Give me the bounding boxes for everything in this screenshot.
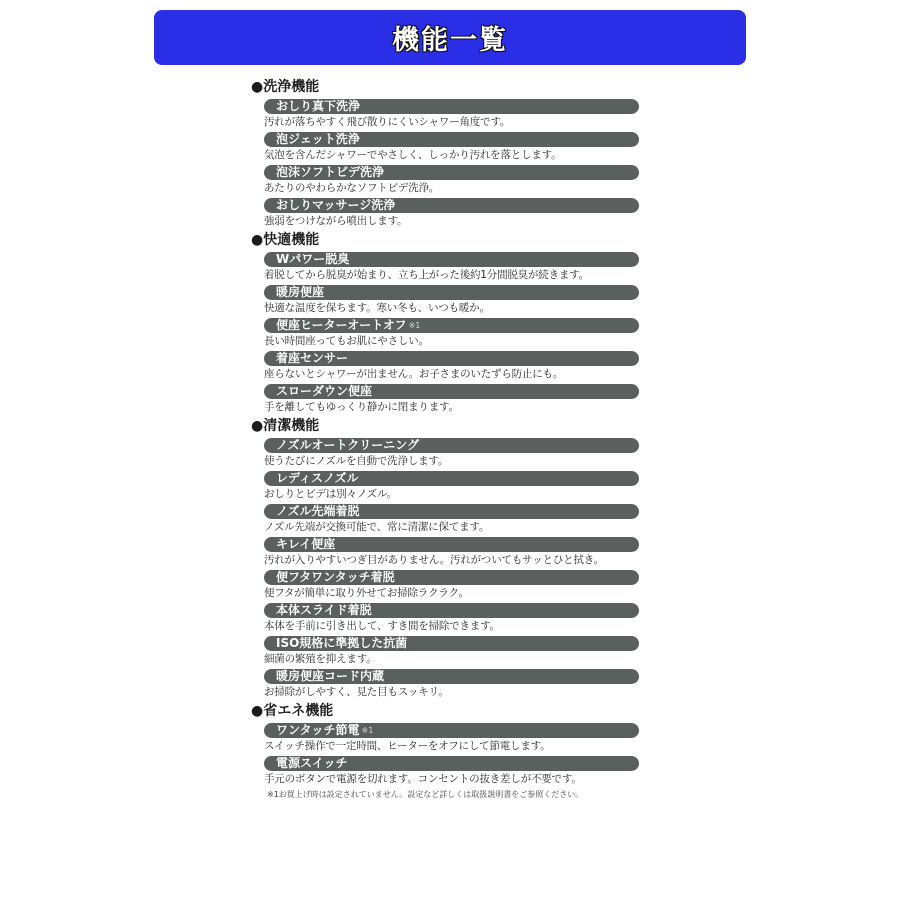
feature-name-bar — [264, 165, 639, 180]
feature-name-bar — [264, 252, 639, 267]
feature-name: キレイ便座 — [276, 537, 336, 551]
feature-item — [264, 756, 651, 787]
feature-description: 汚れが入りやすいつぎ目がありません。汚れがついてもサッとひと拭き。 — [264, 554, 604, 566]
feature-description: スイッチ操作で一定時間、ヒーターをオフにして節電します。 — [264, 740, 551, 752]
section-hygiene — [251, 417, 651, 700]
feature-description: お掃除がしやすく、見た目もスッキリ。 — [264, 686, 449, 698]
feature-name-bar — [264, 198, 639, 213]
feature-name: レディスノズル — [276, 471, 359, 485]
feature-item — [264, 132, 651, 163]
feature-name-bar — [264, 636, 639, 651]
feature-item — [264, 198, 651, 229]
feature-name: ISO規格に準拠した抗菌 — [276, 636, 408, 650]
feature-description: 便フタが簡単に取り外せてお掃除ラクラク。 — [264, 587, 469, 599]
section-energy-saving — [251, 702, 651, 787]
feature-name: 電源スイッチ — [276, 756, 348, 770]
feature-item — [264, 252, 651, 283]
page-title: 機能一覧 — [392, 25, 508, 56]
feature-name-bar — [264, 438, 639, 453]
feature-item — [264, 438, 651, 469]
section-comfort — [251, 231, 651, 415]
footnote: ※1お買上げ時は設定されていません。設定など詳しくは取扱説明書をご参照ください。 — [267, 790, 584, 799]
feature-description: 気泡を含んだシャワーでやさしく、しっかり汚れを落とします。 — [264, 149, 562, 161]
feature-name-bar — [264, 351, 639, 366]
feature-name-bar — [264, 132, 639, 147]
feature-item — [264, 99, 651, 130]
feature-name-bar — [264, 99, 639, 114]
section-heading: ●洗浄機能 — [251, 79, 320, 95]
feature-description: 座らないとシャワーが出ません。お子さまのいたずら防止にも。 — [264, 368, 564, 380]
feature-name-bar — [264, 471, 639, 486]
feature-item — [264, 384, 651, 415]
section-heading: ●清潔機能 — [251, 418, 320, 434]
feature-item — [264, 669, 651, 700]
feature-note: ※1 — [361, 726, 374, 735]
feature-item — [264, 318, 651, 349]
feature-name: Wパワー脱臭 — [276, 252, 350, 266]
feature-description: 本体を手前に引き出して、すき間を掃除できます。 — [264, 620, 500, 632]
feature-description: おしりとビデは別々ノズル。 — [264, 488, 397, 500]
feature-name-bar — [264, 285, 639, 300]
feature-name: ノズルオートクリーニング — [276, 438, 420, 452]
feature-name-bar — [264, 603, 639, 618]
feature-list — [251, 78, 651, 800]
feature-item — [264, 165, 651, 196]
feature-item — [264, 351, 651, 382]
feature-name: スローダウン便座 — [276, 384, 373, 398]
feature-name-bar — [264, 756, 639, 771]
feature-name: 暖房便座コード内蔵 — [276, 669, 385, 683]
feature-description: 強弱をつけながら噴出します。 — [264, 215, 408, 227]
feature-description: 快適な温度を保ちます。寒い冬も、いつも暖か。 — [264, 302, 490, 314]
feature-name: おしりマッサージ洗浄 — [276, 198, 396, 212]
section-heading: ●快適機能 — [251, 232, 320, 248]
feature-item — [264, 603, 651, 634]
feature-item — [264, 723, 651, 754]
feature-description: 汚れが落ちやすく飛び散りにくいシャワー角度です。 — [264, 116, 511, 128]
feature-name: 本体スライド着脱 — [276, 603, 372, 617]
feature-name-bar — [264, 384, 639, 399]
feature-name: ワンタッチ節電 — [276, 723, 360, 737]
feature-name: 泡沫ソフトビデ洗浄 — [276, 165, 385, 179]
feature-item — [264, 636, 651, 667]
feature-description: 細菌の繁殖を抑えます。 — [264, 653, 377, 665]
feature-item — [264, 285, 651, 316]
feature-description: 手を離してもゆっくり静かに閉まります。 — [264, 401, 459, 413]
feature-item — [264, 537, 651, 568]
feature-name: 便座ヒーターオートオフ — [276, 318, 407, 332]
feature-name: 便フタワンタッチ着脱 — [276, 570, 395, 584]
feature-name-bar — [264, 723, 639, 738]
feature-item — [264, 471, 651, 502]
feature-item — [264, 570, 651, 601]
feature-name-bar — [264, 669, 639, 684]
feature-name: 暖房便座 — [276, 285, 325, 299]
feature-name-bar — [264, 504, 639, 519]
title-banner — [154, 10, 746, 65]
feature-description: 手元のボタンで電源を切れます。コンセントの抜き差しが不要です。 — [264, 773, 582, 785]
feature-name: 着座センサー — [276, 351, 349, 365]
feature-name: 泡ジェット洗浄 — [276, 132, 360, 146]
feature-name-bar — [264, 318, 639, 333]
feature-note: ※1 — [408, 321, 421, 330]
section-heading: ●省エネ機能 — [251, 703, 334, 719]
feature-description: ノズル先端が交換可能で、常に清潔に保てます。 — [264, 521, 490, 533]
feature-description: あたりのやわらかなソフトビデ洗浄。 — [264, 182, 440, 194]
feature-description: 長い時間座ってもお肌にやさしい。 — [264, 335, 429, 347]
feature-name: ノズル先端着脱 — [276, 504, 360, 518]
feature-description: 着脱してから脱臭が始まり、立ち上がった後約1分間脱臭が続きます。 — [264, 269, 589, 281]
feature-name: おしり真下洗浄 — [276, 99, 361, 113]
feature-name-bar — [264, 537, 639, 552]
section-cleaning — [251, 78, 651, 229]
feature-description: 使うたびにノズルを自動で洗浄します。 — [264, 455, 449, 467]
feature-name-bar — [264, 570, 639, 585]
feature-item — [264, 504, 651, 535]
